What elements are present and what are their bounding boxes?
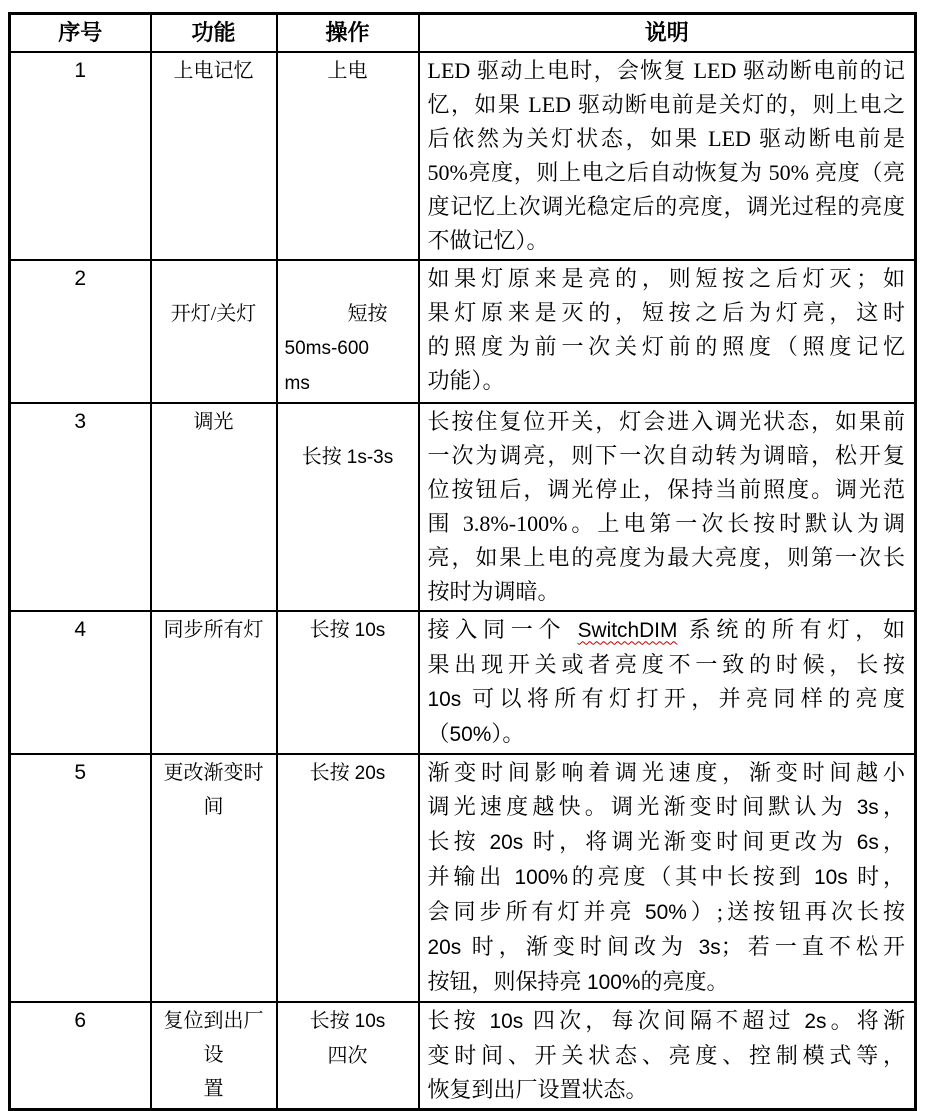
cell-operation: 长按 10s: [277, 611, 419, 754]
text-line: 围 3.8%-100%。上电第一次长按时默认为调: [427, 510, 905, 536]
column-header-description: 说明: [419, 14, 916, 52]
text-line: 复位到出厂设: [163, 1009, 264, 1066]
text-line: 调光速度越快。调光渐变时间默认为 3s，: [427, 793, 905, 819]
latin-text: 10s: [427, 687, 462, 711]
cell-index: 5: [10, 754, 151, 1002]
latin-text: 10s: [489, 1009, 524, 1033]
latin-text: 50%: [645, 900, 687, 924]
text-line: 长按 10s 四次，每次间隔不超过 2s。将渐: [427, 1007, 905, 1033]
table-row: [10, 52, 916, 260]
table-header-row: [10, 14, 916, 52]
cell-function: [151, 1002, 277, 1110]
text-line: 20s 时，渐变时间改为 3s；若一直不松开: [427, 933, 905, 959]
latin-text: 10s: [354, 1010, 386, 1032]
cell-operation: [277, 1002, 419, 1110]
cell-function: 同步所有灯: [151, 611, 277, 754]
text-line: 接入同一个 SwitchDIM 系统的所有灯，如: [427, 616, 905, 642]
latin-text: 1s-3s: [346, 446, 394, 468]
text-line: LED 驱动上电时，会恢复 LED 驱动断电前的记: [427, 57, 905, 83]
cell-operation: 长按 1s-3s: [277, 403, 419, 611]
text-line: 按钮，则保持亮 100%的亮度。: [427, 968, 729, 994]
latin-text: 20s: [354, 762, 386, 784]
latin-text: 50ms-600: [284, 337, 369, 359]
cell-function: 开灯/关灯: [151, 260, 277, 403]
column-header-function: 功能: [151, 14, 277, 52]
text-line: 忆，如果 LED 驱动断电前是关灯的，则上电之: [427, 91, 905, 117]
latin-text: 2s: [804, 1009, 827, 1033]
cell-operation: [277, 260, 419, 403]
table-row: [10, 260, 916, 403]
text-line: 功能）。: [427, 367, 505, 393]
text-line: [282, 366, 414, 401]
latin-text: 10s: [814, 865, 848, 889]
latin-text: 100%: [514, 865, 568, 889]
text-line: 果出现开关或者亮度不一致的时候，长按: [427, 651, 905, 677]
text-line: 长按住复位开关，灯会进入调光状态，如果前: [427, 408, 905, 434]
cell-index: 2: [10, 260, 151, 403]
text-line: 四次: [327, 1044, 368, 1067]
latin-text: 3s: [698, 935, 721, 959]
latin-text: 3s: [856, 795, 879, 819]
text-line: 会同步所有灯并亮 50%）;送按钮再次长按: [427, 898, 905, 924]
cell-index: 1: [10, 52, 151, 260]
table-row: [10, 611, 916, 754]
text-line: （50%）。: [427, 720, 525, 746]
latin-text: ms: [284, 372, 310, 394]
cell-description: [419, 403, 916, 611]
cell-description: [419, 1002, 916, 1110]
text-line: 按时为调暗。: [427, 578, 560, 604]
text-line: 恢复到出厂设置状态。: [427, 1076, 648, 1102]
text-line: 的照度为前一次关灯前的照度（照度记忆: [427, 333, 905, 359]
cell-index: 4: [10, 611, 151, 754]
text-line: 置: [203, 1077, 224, 1100]
latin-text: 6s: [856, 830, 879, 854]
text-line: [282, 331, 414, 366]
cell-operation: 长按 20s: [277, 754, 419, 1002]
text-line: 位按钮后，调光停止，保持当前照度。调光范: [427, 476, 905, 502]
text-line: 一次为调亮，则下一次自动转为调暗，松开复: [427, 442, 905, 468]
text-line: 变时间、开关状态、亮度、控制模式等，: [427, 1042, 905, 1068]
cell-function: 更改渐变时间: [151, 754, 277, 1002]
latin-text: 100%: [587, 970, 641, 994]
cell-index: 3: [10, 403, 151, 611]
text-line: 后依然为关灯状态，如果 LED 驱动断电前是: [427, 125, 905, 151]
text-line: 如果灯原来是亮的，则短按之后灯灭；如: [427, 265, 905, 291]
cell-function: 上电记忆: [151, 52, 277, 260]
latin-text: 20s: [489, 830, 524, 854]
cell-operation: 上电: [277, 52, 419, 260]
text-line: 50%亮度，则上电之后自动恢复为 50% 亮度（亮: [427, 159, 905, 185]
latin-text: 10s: [354, 619, 386, 641]
text-line: 并输出 100%的亮度（其中长按到 10s 时，: [427, 863, 905, 889]
text-line: 亮，如果上电的亮度为最大亮度，则第一次长: [427, 544, 905, 570]
function-description-table: [8, 12, 917, 1111]
text-line: 渐变时间影响着调光速度，渐变时间越小: [427, 759, 905, 785]
cell-index: 6: [10, 1002, 151, 1110]
spellcheck-flagged-word: SwitchDIM: [577, 618, 678, 642]
cell-description: [419, 754, 916, 1002]
cell-description: [419, 52, 916, 260]
text-line: 度记忆上次调光稳定后的亮度，调光过程的亮度: [427, 193, 905, 219]
text-line: 长按 10s: [309, 1009, 386, 1032]
latin-text: 20s: [427, 935, 462, 959]
text-line: 10s 可以将所有灯打开，并亮同样的亮度: [427, 685, 905, 711]
table-row: [10, 754, 916, 1002]
column-header-index: 序号: [10, 14, 151, 52]
text-line: 不做记忆）。: [427, 227, 549, 253]
text-line: 果灯原来是灭的，短按之后为灯亮，这时: [427, 299, 905, 325]
cell-description: [419, 611, 916, 754]
latin-text: 50%: [449, 722, 492, 746]
text-line: 短按: [347, 302, 388, 325]
text-line: 长按 20s 时，将调光渐变时间更改为 6s，: [427, 828, 905, 854]
table-row: [10, 1002, 916, 1110]
cell-function: 调光: [151, 403, 277, 611]
table-row: [10, 403, 916, 611]
column-header-operation: 操作: [277, 14, 419, 52]
cell-description: [419, 260, 916, 403]
